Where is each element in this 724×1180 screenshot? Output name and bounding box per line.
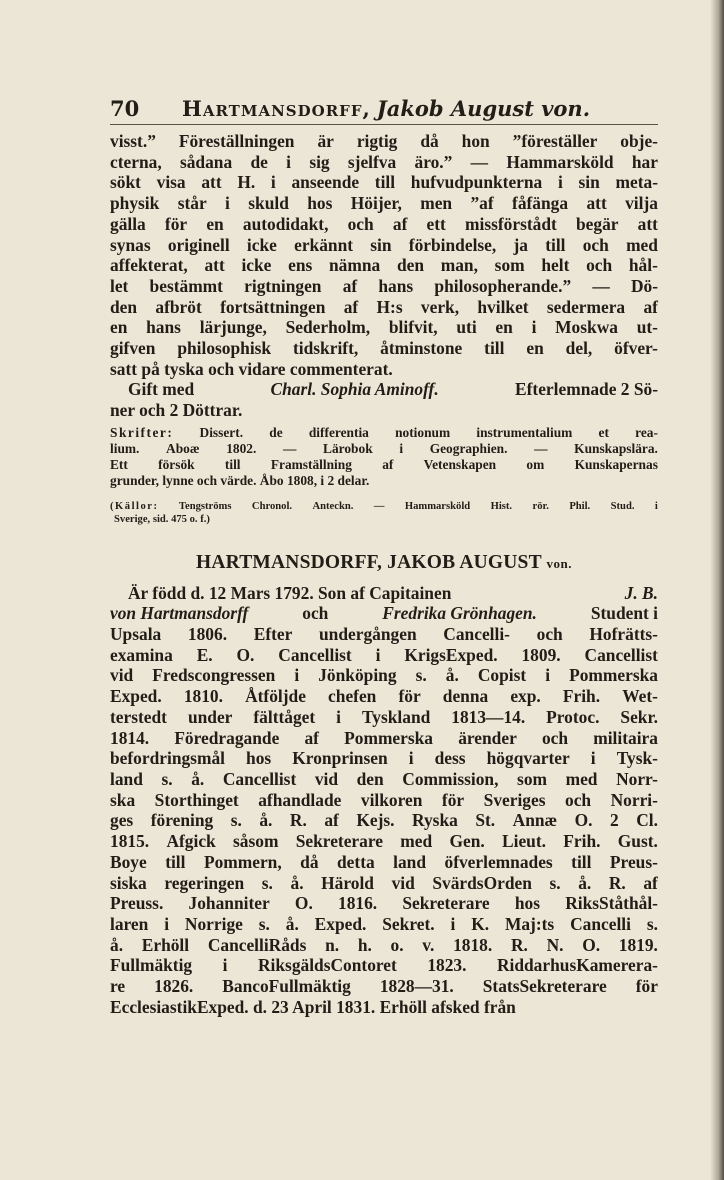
sources-note [110,500,658,526]
header-surname: Hartmansdorff, [182,96,371,121]
book-page [110,96,658,1017]
text-line: Boye till Pommern, då detta land öfverlemnades till Preus- [110,851,658,872]
born-line: Är född d. 12 Mars 1792. Son af Capitainen J. B. [128,582,658,603]
text-line: 1815. Afgick såsom Sekreterare med Gen. Lieut. Frih. Gust. [110,831,658,852]
text-line: re 1826. BancoFullmäktig 1828—31. StatsSekreterare för [110,976,658,997]
text-line: Exped. 1810. Åtföljde chefen för denna exp. Frih. Wet- [110,686,658,707]
writings-list [110,425,658,490]
header-rule [110,124,658,125]
running-header [110,96,658,122]
sources-line: (Källor: Tengströms Chronol. Anteckn. — Hammarsköld Hist. rör. Phil. Stud. i [110,500,658,512]
text-line: Fullmäktig i RiksgäldsContoret 1823. RiddarhusKamerera- [110,955,658,976]
text-line: befordringsmål hos Kronprinsen i dess högqvarter i Tysk- [110,748,658,769]
writings-line: Skrifter: Dissert. de differentia notionum instrumentalium et rea- [110,424,658,440]
text-line: cterna, sådana de i sig sjelfva äro.” — Hammarsköld har [110,151,658,172]
text-line: Upsala 1806. Efter undergången Cancelli- och Hofrätts- [110,624,658,645]
married-line: Gift med Charl. Sophia Aminoff. Efterlemnade 2 Sö- [128,379,658,400]
writings-label: Skrifter: [110,424,174,440]
text-line: sökt visa att H. i anseende till hufvudpunkterna i sin meta- [110,172,658,193]
text-line: en hans lärjunge, Sederholm, blifvit, uti en i Moskwa ut- [110,317,658,338]
text-line: Preuss. Johanniter O. 1816. Sekreterare hos RiksStåthål- [110,893,658,914]
text-line: land s. å. Cancellist vid den Commission, som med Norr- [110,768,658,789]
writings-line: lium. Aboæ 1802. — Lärobok i Geographien. — Kunskapslära. [110,441,658,457]
text-line: 1814. Föredragande af Pommerska ärender och militaira [110,727,658,748]
text-line: å. Erhöll CancelliRåds n. h. o. v. 1818. R. N. O. 1819. [110,934,658,955]
text-line: ges förening s. å. R. af Kejs. Ryska St. Annæ O. 2 Cl. [110,810,658,831]
text-line: siska regeringen s. å. Härold vid SvärdsOrden s. å. R. af [110,872,658,893]
text-line: examina E. O. Cancellist i KrigsExped. 1809. Cancellist [110,644,658,665]
text-line: gälla för en autodidakt, och af ett missförstådt begär att [110,213,658,234]
text-line: satt på tyska och vidare commenterat. [110,358,393,379]
entry-title: HARTMANSDORFF, JAKOB AUGUST von. [195,551,573,573]
sources-line: Sverige, sid. 475 o. f.) [114,513,210,525]
text-line: EcclesiastikExped. d. 23 April 1831. Erhöll afsked från [110,996,516,1017]
text-line: ska Storthinget afhandlade vilkoren för Sveriges och Norri- [110,789,658,810]
page-number: 70 [110,96,140,121]
text-line: physik står i skuld hos Höijer, men ”af fåfänga att vilja [110,193,658,214]
writings-line: Ett försök till Framställning af Vetenskapen om Kunskapernas [110,457,658,473]
text-line: affekterat, att icke ens nämna den man, som helt och hål- [110,255,658,276]
father-name: J. B. [624,582,658,603]
writings-line: grunder, lynne och värde. Åbo 1808, i 2 delar. [110,473,370,489]
text-line: terstedt under fälttåget i Tyskland 1813—14. Protoc. Sekr. [110,706,658,727]
entry-continued-text [110,131,658,379]
text-line: gifven philosophisk tidskrift, åtminstone till en del, öfver- [110,338,658,359]
spouse-name: Charl. Sophia Aminoff. [270,379,439,400]
page-edge-shadow [710,0,724,1180]
text-line: laren i Norrige s. å. Exped. Sekret. i K. Maj:ts Cancelli s. [110,913,658,934]
entry-biography-text [110,624,658,1017]
text-line: visst.” Föreställningen är rigtig då hon ”föreställer obje- [110,131,658,151]
parents-line: von Hartmansdorff och Fredrika Grönhagen. Student i [110,603,658,624]
text-line: den afbröt fortsättningen af H:s verk, hvilket sedermera af [110,296,658,317]
sources-label: (Källor: [110,500,159,512]
text-line: let bestämmt rigtningen af hans philosopherande.” — Dö- [110,275,658,296]
header-given-name: Jakob August von. [376,96,591,121]
married-line-2: ner och 2 Döttrar. [110,400,243,421]
text-line: vid Fredscongressen i Jönköping s. å. Copist i Pommerska [110,665,658,686]
text-line: synas originell icke erkännt sin förbindelse, ja till och med [110,234,658,255]
